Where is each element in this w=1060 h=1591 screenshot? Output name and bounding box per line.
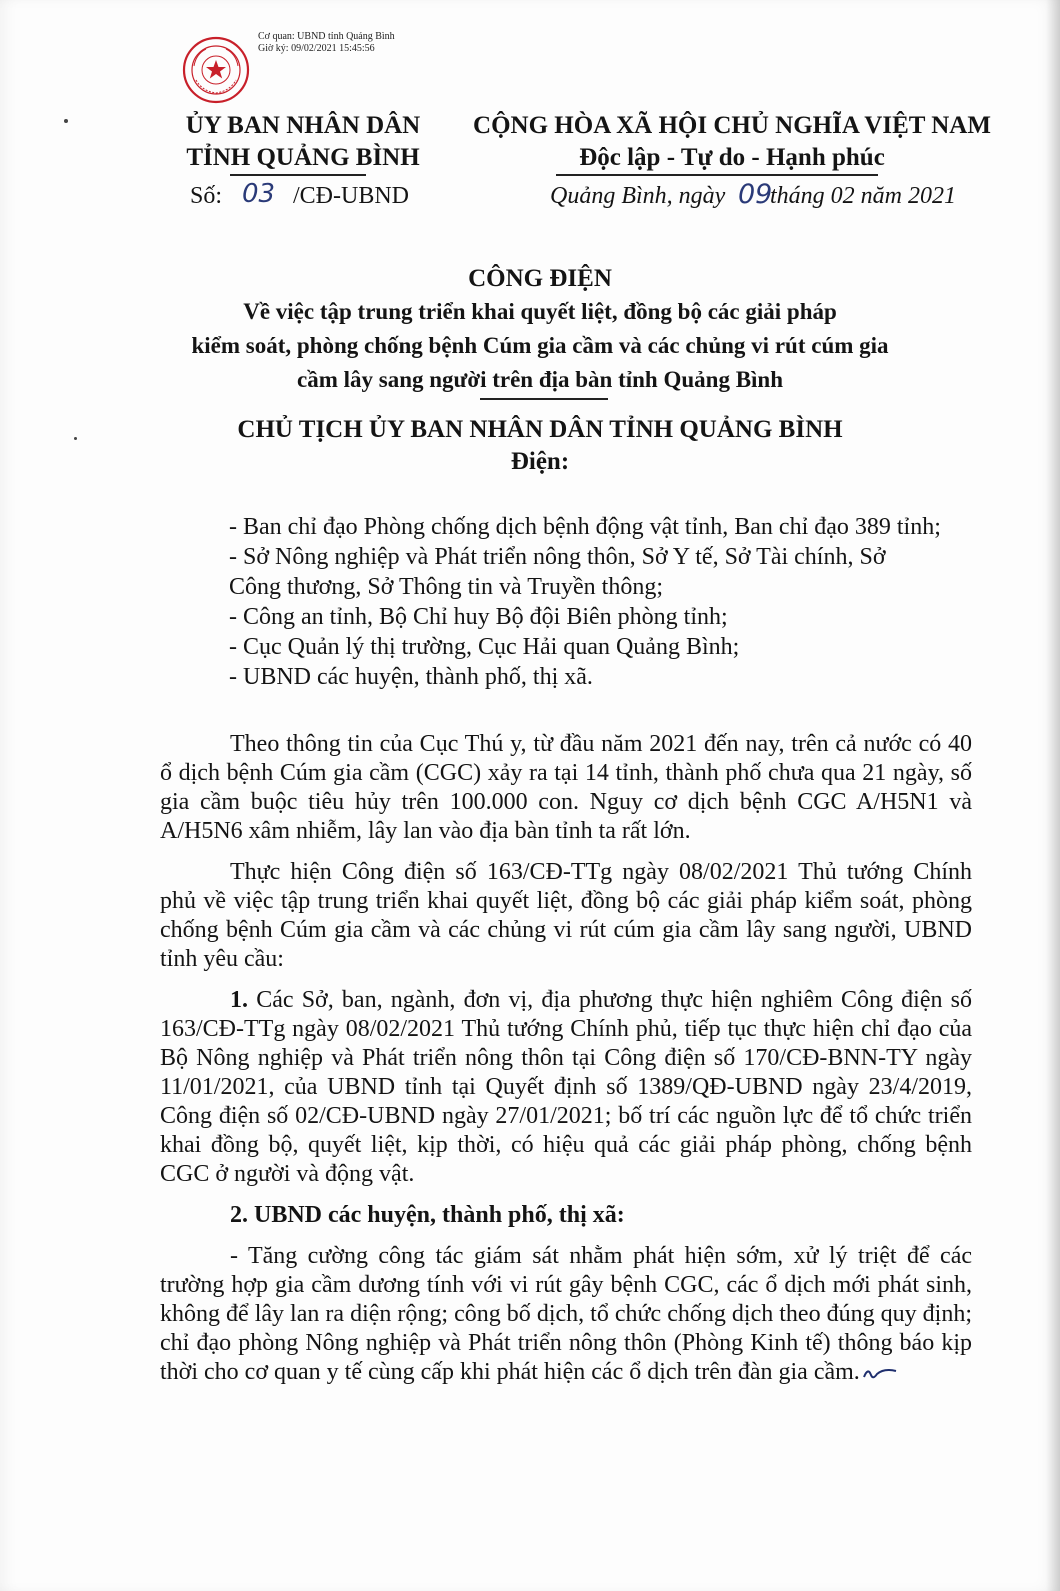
body-paragraph — [160, 1242, 972, 1387]
national-emblem-seal-icon — [182, 36, 250, 104]
agency-underline — [230, 174, 366, 176]
document-subject — [150, 295, 930, 397]
subject-underline — [480, 398, 608, 400]
recipient-item: Công thương, Sở Thông tin và Truyền thông; — [229, 574, 663, 600]
issuing-agency — [158, 110, 448, 174]
digital-signature-info — [258, 31, 395, 55]
page-edge-shadow — [1046, 0, 1060, 1591]
scan-speck — [74, 437, 77, 440]
date-suffix: tháng 02 năm 2021 — [770, 183, 956, 209]
item-number: 1. — [230, 987, 248, 1013]
handwritten-number: 03 — [242, 179, 276, 209]
motto: Độc lập - Tự do - Hạnh phúc — [579, 144, 885, 171]
document-body — [160, 730, 972, 1399]
body-paragraph — [160, 986, 972, 1189]
scan-speck — [64, 119, 68, 123]
item-text: - Tăng cường công tác giám sát nhằm phát hiện sớm, xử lý triệt để các trường hợp gia cầm dương tính với vi rút gây bệnh CGC, các ổ dịch mới phát sinh, không để lây lan ra diện rộng; công bố dịch, tổ chức chống dịch theo đúng quy định; chỉ đạo phòng Nông nghiệp và Phát triển nông thôn (Phòng Kinh tế) thông báo kịp thời cho cơ quan y tế cùng cấp khi phát hiện các ổ dịch trên đàn gia cầm. — [160, 1243, 972, 1385]
number-prefix: Số: — [190, 183, 223, 209]
recipient-item: - Cục Quản lý thị trường, Cục Hải quan Quảng Bình; — [229, 634, 740, 660]
number-suffix: /CĐ-UBND — [293, 183, 410, 209]
sender-label: Điện: — [510, 448, 570, 475]
recipient-item: - UBND các huyện, thành phố, thị xã. — [229, 664, 593, 690]
date-prefix: Quảng Bình, ngày — [550, 183, 726, 209]
subject-line: Về việc tập trung triển khai quyết liệt, đồng bộ các giải pháp — [243, 299, 837, 324]
document-number — [190, 179, 410, 212]
initial-mark-icon — [862, 1363, 898, 1383]
subject-line: kiểm soát, phòng chống bệnh Cúm gia cầm và các chủng vi rút cúm gia — [191, 333, 889, 358]
subject-line: cầm lây sang người trên địa bàn tỉnh Quảng Bình — [296, 367, 784, 392]
national-motto — [462, 110, 1002, 174]
body-paragraph: Theo thông tin của Cục Thú y, từ đầu năm 2021 đến nay, trên cả nước có 40 ổ dịch bệnh Cúm gia cầm (CGC) xảy ra tại 14 tỉnh, thành phố chưa qua 21 ngày, số gia cầm buộc tiêu hủy trên 100.000 con. Nguy cơ dịch bệnh CGC A/H5N1 và A/H5N6 xâm nhiễm, lây lan vào địa bàn tỉnh ta rất lớn. — [160, 731, 972, 844]
motto-underline — [556, 174, 878, 176]
recipient-item: - Sở Nông nghiệp và Phát triển nông thôn, Sở Y tế, Sở Tài chính, Sở — [229, 544, 886, 570]
handwritten-day: 09 — [738, 179, 773, 210]
country-name: CỘNG HÒA XÃ HỘI CHỦ NGHĨA VIỆT NAM — [473, 112, 991, 139]
recipient-list — [229, 512, 971, 692]
section-heading: 2. UBND các huyện, thành phố, thị xã: — [230, 1202, 625, 1228]
document-title: CÔNG ĐIỆN — [468, 265, 612, 292]
recipient-item: - Công an tỉnh, Bộ Chỉ huy Bộ đội Biên phòng tỉnh; — [229, 604, 728, 630]
sender-title: CHỦ TỊCH ỦY BAN NHÂN DÂN TỈNH QUẢNG BÌNH — [237, 416, 843, 443]
recipient-item: - Ban chỉ đạo Phòng chống dịch bệnh động vật tỉnh, Ban chỉ đạo 389 tỉnh; — [229, 514, 941, 540]
signature-time: Giờ ký: 09/02/2021 15:45:56 — [258, 43, 375, 54]
agency-line-2: TỈNH QUẢNG BÌNH — [186, 144, 420, 171]
item-text: Các Sở, ban, ngành, đơn vị, địa phương thực hiện nghiêm Công điện số 163/CĐ-TTg ngày 08/02/2021 Thủ tướng Chính phủ, tiếp tục thực hiện chỉ đạo của Bộ Nông nghiệp và Phát triển nông thôn tại Công điện số 170/CĐ-BNN-TY ngày 11/01/2021, của UBND tỉnh tại Quyết định số 1389/QĐ-UBND ngày 23/4/2019, Công điện số 02/CĐ-UBND ngày 27/01/2021; bố trí các nguồn lực để tổ chức triển khai đồng bộ, quyết liệt, kịp thời, có hiệu quả các giải pháp phòng, chống bệnh CGC ở người và động vật. — [160, 987, 973, 1187]
signature-agency: Cơ quan: UBND tỉnh Quảng Bình — [258, 31, 395, 42]
body-paragraph: Thực hiện Công điện số 163/CĐ-TTg ngày 08/02/2021 Thủ tướng Chính phủ về việc tập trung triển khai quyết liệt, đồng bộ các giải pháp kiểm soát, phòng chống bệnh Cúm gia cầm và các chủng vi rút cúm gia cầm lây sang người, UBND tỉnh yêu cầu: — [160, 859, 972, 972]
agency-line-1: ỦY BAN NHÂN DÂN — [185, 112, 421, 139]
